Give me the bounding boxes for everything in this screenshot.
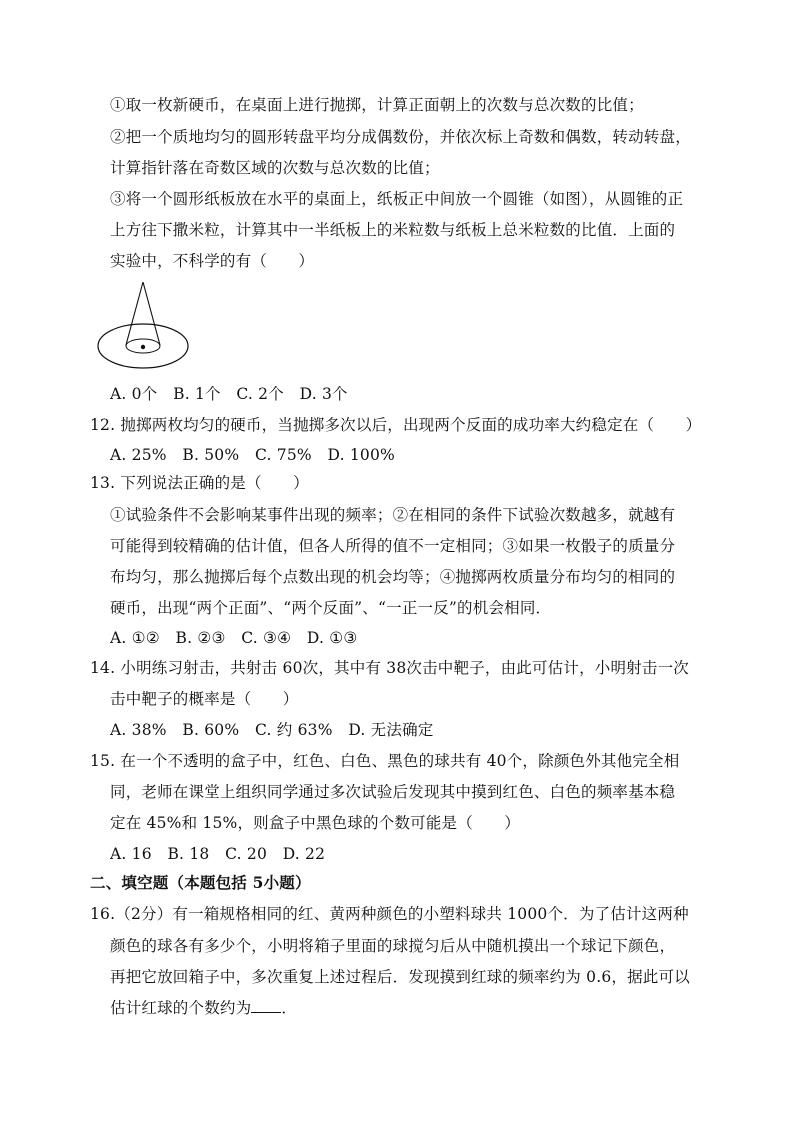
answer-blank[interactable] (251, 998, 281, 1013)
q13-line4: 硬币，出现“两个正面”、“两个反面”、“一正一反”的机会相同． (110, 599, 552, 617)
q16-stem-line3: 再把它放回箱子中，多次重复上述过程后．发现摸到红球的频率约为 0.6，据此可以 (110, 968, 690, 986)
q13-options: A. ①② B. ②③ C. ③④ D. ①③ (110, 629, 358, 647)
q12-stem: 12. 抛掷两枚均匀的硬币，当抛掷多次以后，出现两个反面的成功率大约稳定在（ ） (90, 416, 702, 434)
q16-end-punct: ． (281, 999, 298, 1017)
q11-item3-line1: ③将一个圆形纸板放在水平的桌面上，纸板正中间放一个圆锥（如图），从圆锥的正 (110, 190, 684, 208)
section-title-fill-in: 二、填空题（本题包括 5小题） (90, 873, 311, 892)
cone-right-edge (143, 282, 160, 345)
q16-stem-line2: 颜色的球各有多少个，小明将箱子里面的球搅匀后从中随机摸出一个球记下颜色， (110, 937, 676, 955)
q16-stem-text: 估计红球的个数约为 (110, 999, 252, 1017)
q11-options: A. 0个 B. 1个 C. 2个 D. 3个 (110, 385, 348, 403)
q14-stem-line1: 14. 小明练习射击，共射击 60次，其中有 38次击中靶子，由此可估计，小明射击一次 (90, 659, 689, 677)
q15-stem-line1: 15. 在一个不透明的盒子中，红色、白色、黑色的球共有 40个，除颜色外其他完全相 (90, 752, 680, 770)
cone-left-edge (126, 282, 143, 345)
q15-stem-line3: 定在 45%和 15%，则盒子中黑色球的个数可能是（ ） (110, 814, 521, 832)
q13-line1: ①试验条件不会影响某事件出现的频率；②在相同的条件下试验次数越多，就越有 (110, 506, 676, 524)
cone-center-dot (141, 345, 145, 349)
q12-options: A. 25% B. 50% C. 75% D. 100% (110, 446, 395, 464)
q11-item3-line2: 上方往下撒米粒，计算其中一半纸板上的米粒数与纸板上总米粒数的比值．上面的 (110, 221, 676, 239)
q15-options: A. 16 B. 18 C. 20 D. 22 (110, 845, 326, 863)
q11-item3-line3: 实验中，不科学的有（ ） (110, 252, 315, 270)
q13-line3: 布均匀，那么抛掷后每个点数出现的机会均等；④抛掷两枚质量分布均匀的相同的 (110, 568, 676, 586)
q14-options: A. 38% B. 60% C. 约 63% D. 无法确定 (110, 721, 434, 739)
q11-item2-line2: 计算指针落在奇数区域的次数与总次数的比值； (110, 159, 440, 177)
q15-stem-line2: 同，老师在课堂上组织同学通过多次试验后发现其中摸到红色、白色的频率基本稳 (110, 783, 676, 801)
q11-item1: ①取一枚新硬币，在桌面上进行抛掷，计算正面朝上的次数与总次数的比值； (110, 96, 644, 114)
q11-item2-line1: ②把一个质地均匀的圆形转盘平均分成偶数份，并依次标上奇数和偶数，转动转盘， (110, 128, 691, 146)
q13-line2: 可能得到较精确的估计值，但各人所得的值不一定相同；③如果一枚骰子的质量分 (110, 537, 676, 555)
cone-on-board-figure (95, 278, 195, 374)
q16-stem-line1: 16.（2分）有一箱规格相同的红、黄两种颜色的小塑料球共 1000个．为了估计这两种 (90, 905, 689, 923)
q16-stem-line4 (110, 998, 297, 1018)
q13-stem: 13. 下列说法正确的是（ ） (90, 474, 309, 492)
q14-stem-line2: 击中靶子的概率是（ ） (110, 690, 299, 708)
